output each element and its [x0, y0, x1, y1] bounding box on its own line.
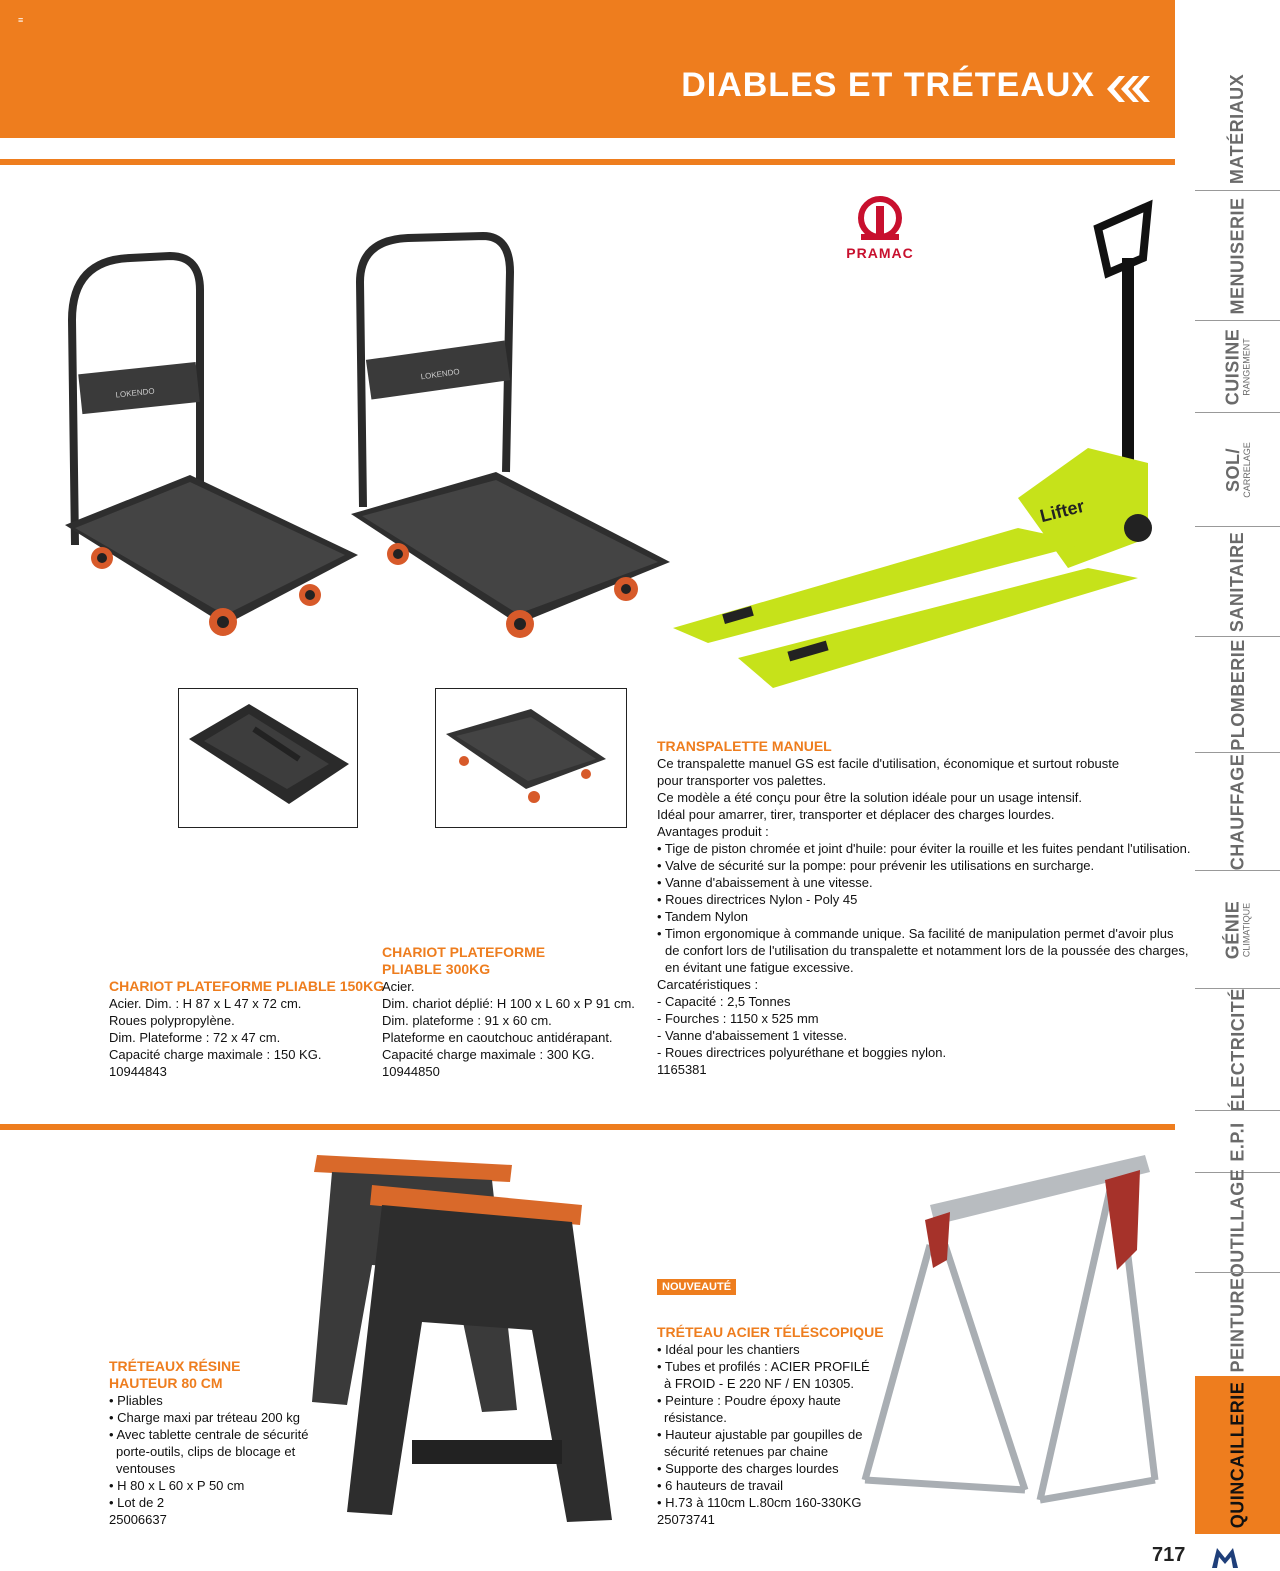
tab-materiaux[interactable]: MATÉRIAUX — [1227, 73, 1248, 185]
product-chariot-300: CHARIOT PLATEFORME PLIABLE 300KG Acier. Dim. chariot déplié: H 100 x L 60 x P 91 cm. Dim. plateforme : 91 x 60 cm. Plateforme en caoutchouc antidérapant. Capacité charge maximale : 300 KG. 10944850 — [382, 944, 642, 1080]
steel-trestle-image — [855, 1150, 1160, 1515]
pallet-truck-image — [668, 198, 1168, 698]
trolley-300kg-image — [348, 232, 678, 647]
lokendo-label-2: LOKENDO — [420, 367, 461, 382]
tab-sol-carrelage[interactable]: SOL/ CARRELAGE — [1195, 412, 1280, 527]
tab-genie-climatique[interactable]: GÉNIE CLIMATIQUE — [1195, 870, 1280, 989]
category-tabs — [1195, 68, 1280, 1548]
product-chariot-150: CHARIOT PLATEFORME PLIABLE 150KG Acier. Dim. : H 87 x L 47 x 72 cm. Roues polypropylène. Dim. Plateforme : 72 x 47 cm. Capacité charge maximale : 150 KG. 10944843 — [109, 978, 385, 1079]
tab-electricite[interactable]: ÉLECTRICITÉ — [1195, 988, 1280, 1111]
new-badge: NOUVEAUTÉ — [657, 1279, 736, 1295]
tab-outillage[interactable]: OUTILLAGE — [1195, 1172, 1280, 1273]
page-title: DIABLES ET TRÉTEAUX — [681, 66, 1095, 104]
lokendo-label: LOKENDO — [115, 386, 155, 400]
product-treteau-acier: TRÉTEAU ACIER TÉLÉSCOPIQUE • Idéal pour les chantiers • Tubes et profilés : ACIER PROFILÉ à FROID - E 220 NF / EN 10305. • Peinture : Poudre époxy haute résistance. • Hauteur ajustable par goupilles de sécurité retenues par chaine • Supporte des charges lourdes • 6 hauteurs de travail • H.73 à 110cm L.80cm 160-330KG 25073741 — [657, 1324, 884, 1527]
product-title: TRÉTEAUX RÉSINE — [109, 1358, 241, 1374]
tab-peinture[interactable]: PEINTURE — [1195, 1272, 1280, 1377]
product-title: CHARIOT PLATEFORME — [382, 944, 546, 960]
trolley-150kg-image — [60, 250, 360, 645]
pramac-logo: PRAMAC — [830, 196, 930, 261]
product-treteaux-resine: TRÉTEAUX RÉSINE HAUTEUR 80 CM • Pliables • Charge maxi par tréteau 200 kg • Avec tablette centrale de sécurité porte-outils, clips de blocage et ventouses • H 80 x L 60 x P 50 cm • Lot de 2 25006637 — [109, 1358, 309, 1527]
tab-plomberie[interactable]: PLOMBERIE — [1195, 636, 1280, 753]
product-reference: 10944850 — [382, 1064, 440, 1079]
header-banner — [0, 0, 1175, 138]
tab-menuiserie[interactable]: MENUISERIE — [1195, 190, 1280, 321]
divider-top — [0, 159, 1175, 165]
tab-cuisine[interactable]: CUISINE RANGEMENT — [1195, 320, 1280, 413]
product-title: CHARIOT PLATEFORME PLIABLE 150KG — [109, 978, 385, 994]
lifter-label: Lifter — [1037, 495, 1087, 527]
chevrons-left-icon — [1105, 74, 1153, 104]
menu-icon[interactable]: ≡ — [18, 15, 24, 25]
tab-chauffage[interactable]: CHAUFFAGE — [1195, 752, 1280, 871]
product-reference: 25006637 — [109, 1512, 167, 1527]
product-title: TRANSPALETTE MANUEL — [657, 738, 832, 754]
tab-quincaillerie[interactable]: QUINCAILLERIE — [1195, 1376, 1280, 1534]
product-title: TRÉTEAU ACIER TÉLÉSCOPIQUE — [657, 1324, 884, 1340]
product-reference: 10944843 — [109, 1064, 167, 1079]
tab-sanitaire[interactable]: SANITAIRE — [1195, 526, 1280, 637]
folded-trolley-thumb-1[interactable] — [178, 688, 358, 828]
brand-m-logo-icon — [1212, 1548, 1238, 1568]
product-reference: 1165381 — [657, 1062, 707, 1077]
product-transpalette: TRANSPALETTE MANUEL Ce transpalette manuel GS est facile d'utilisation, économique et surtout robuste pour transporter vos palettes. Ce modèle a été conçu pour être la solution idéale pour un usage intensif. Idéal pour amarrer, tirer, transporter et déplacer des charges lourdes. Avantages produit : • Tige de piston chromée et joint d'huile: pour éviter la rouille et les fuites pendant l'utilisation. • Valve de sécurité sur la pompe: pour prévenir les utilisations en surcharge. • Vanne d'abaissement à une vitesse. • Roues directrices Nylon - Poly 45 • Tandem Nylon • Timon ergonomique à commande unique. Sa facilité de manipulation permet d'avoir plus de confort lors de l'utilisation du transpalette et notamment lors de la poussée des charges, en évitant une fatigue excessive. Carcatéristiques : - Capacité : 2,5 Tonnes - Fourches : 1150 x 525 mm - Vanne d'abaissement 1 vitesse. - Roues directrices polyuréthane et boggies nylon. 1165381 — [657, 738, 1191, 1077]
page-number: 717 — [1152, 1544, 1186, 1566]
tab-epi[interactable]: E.P.I — [1195, 1110, 1280, 1173]
folded-trolley-thumb-2[interactable] — [435, 688, 627, 828]
divider-middle — [0, 1124, 1175, 1130]
product-reference: 25073741 — [657, 1512, 715, 1527]
resin-sawhorses-image — [292, 1150, 622, 1550]
